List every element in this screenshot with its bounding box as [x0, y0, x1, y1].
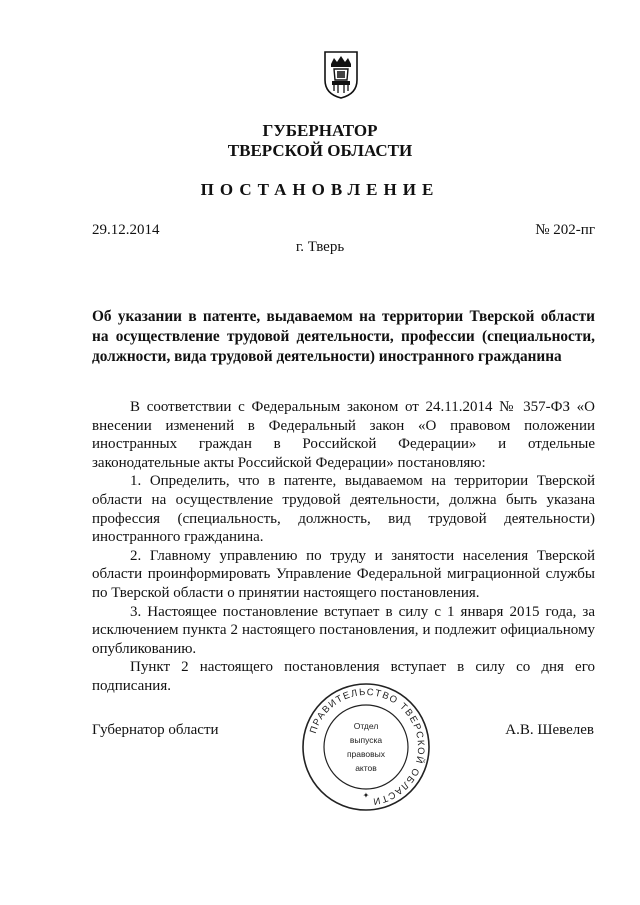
- document-subject: Об указании в патенте, выдаваемом на территории Тверской области на осуществление трудовой деятельности, профессии (специальности, должности, вида трудовой деятельности) иностранного гражданина: [92, 308, 595, 365]
- preamble-paragraph: В соответствии с Федеральным законом от 24.11.2014 № 357-ФЗ «О внесении изменений в Федеральный закон «О правовом положении иностранных граждан в Российской Федерации» и отдельные законодательные акты Российской Федерации» постановляю:: [92, 399, 595, 471]
- tver-coat-of-arms-icon: [323, 50, 359, 100]
- document-type: ПОСТАНОВЛЕНИЕ: [200, 180, 440, 199]
- stamp-line-1: Отдел: [353, 721, 379, 731]
- stamp-line-3: правовых: [346, 749, 386, 759]
- document-body: [92, 398, 595, 696]
- clause-3: 3. Настоящее постановление вступает в силу с 1 января 2015 года, за исключением пункта 2 настоящего постановления, и подлежит официальному опубликованию.: [92, 603, 595, 657]
- document-number: № 202-пг: [535, 222, 595, 238]
- official-stamp: [300, 681, 432, 813]
- stamp-line-4: актов: [355, 763, 377, 773]
- title-governor: ГУБЕРНАТОР: [262, 121, 378, 140]
- stamp-line-2: выпуска: [349, 735, 383, 745]
- stamp-star-icon: ✦: [362, 791, 370, 800]
- clause-2: 2. Главному управлению по труду и занятости населения Тверской области проинформировать Управление Федеральной миграционной службы по Тверской области о принятии настоящего постановления.: [92, 547, 595, 601]
- document-city: г. Тверь: [295, 239, 345, 255]
- clause-1: 1. Определить, что в патенте, выдаваемом на территории Тверской области на осуществление трудовой деятельности, должна быть указана профессия (специальность, должность, вид трудовой деятельности) иностранного гражданина.: [92, 473, 595, 546]
- title-region: ТВЕРСКОЙ ОБЛАСТИ: [227, 141, 413, 160]
- document-date: 29.12.2014: [92, 222, 160, 238]
- signatory-name: А.В. Шевелев: [505, 722, 594, 738]
- stamp-ring-text: ПРАВИТЕЛЬСТВО ТВЕРСКОЙ ОБЛАСТИ: [307, 686, 427, 807]
- signatory-position: Губернатор области: [92, 722, 219, 738]
- clause-3-note: Пункт 2 настоящего постановления вступает в силу со дня его подписания.: [92, 659, 595, 694]
